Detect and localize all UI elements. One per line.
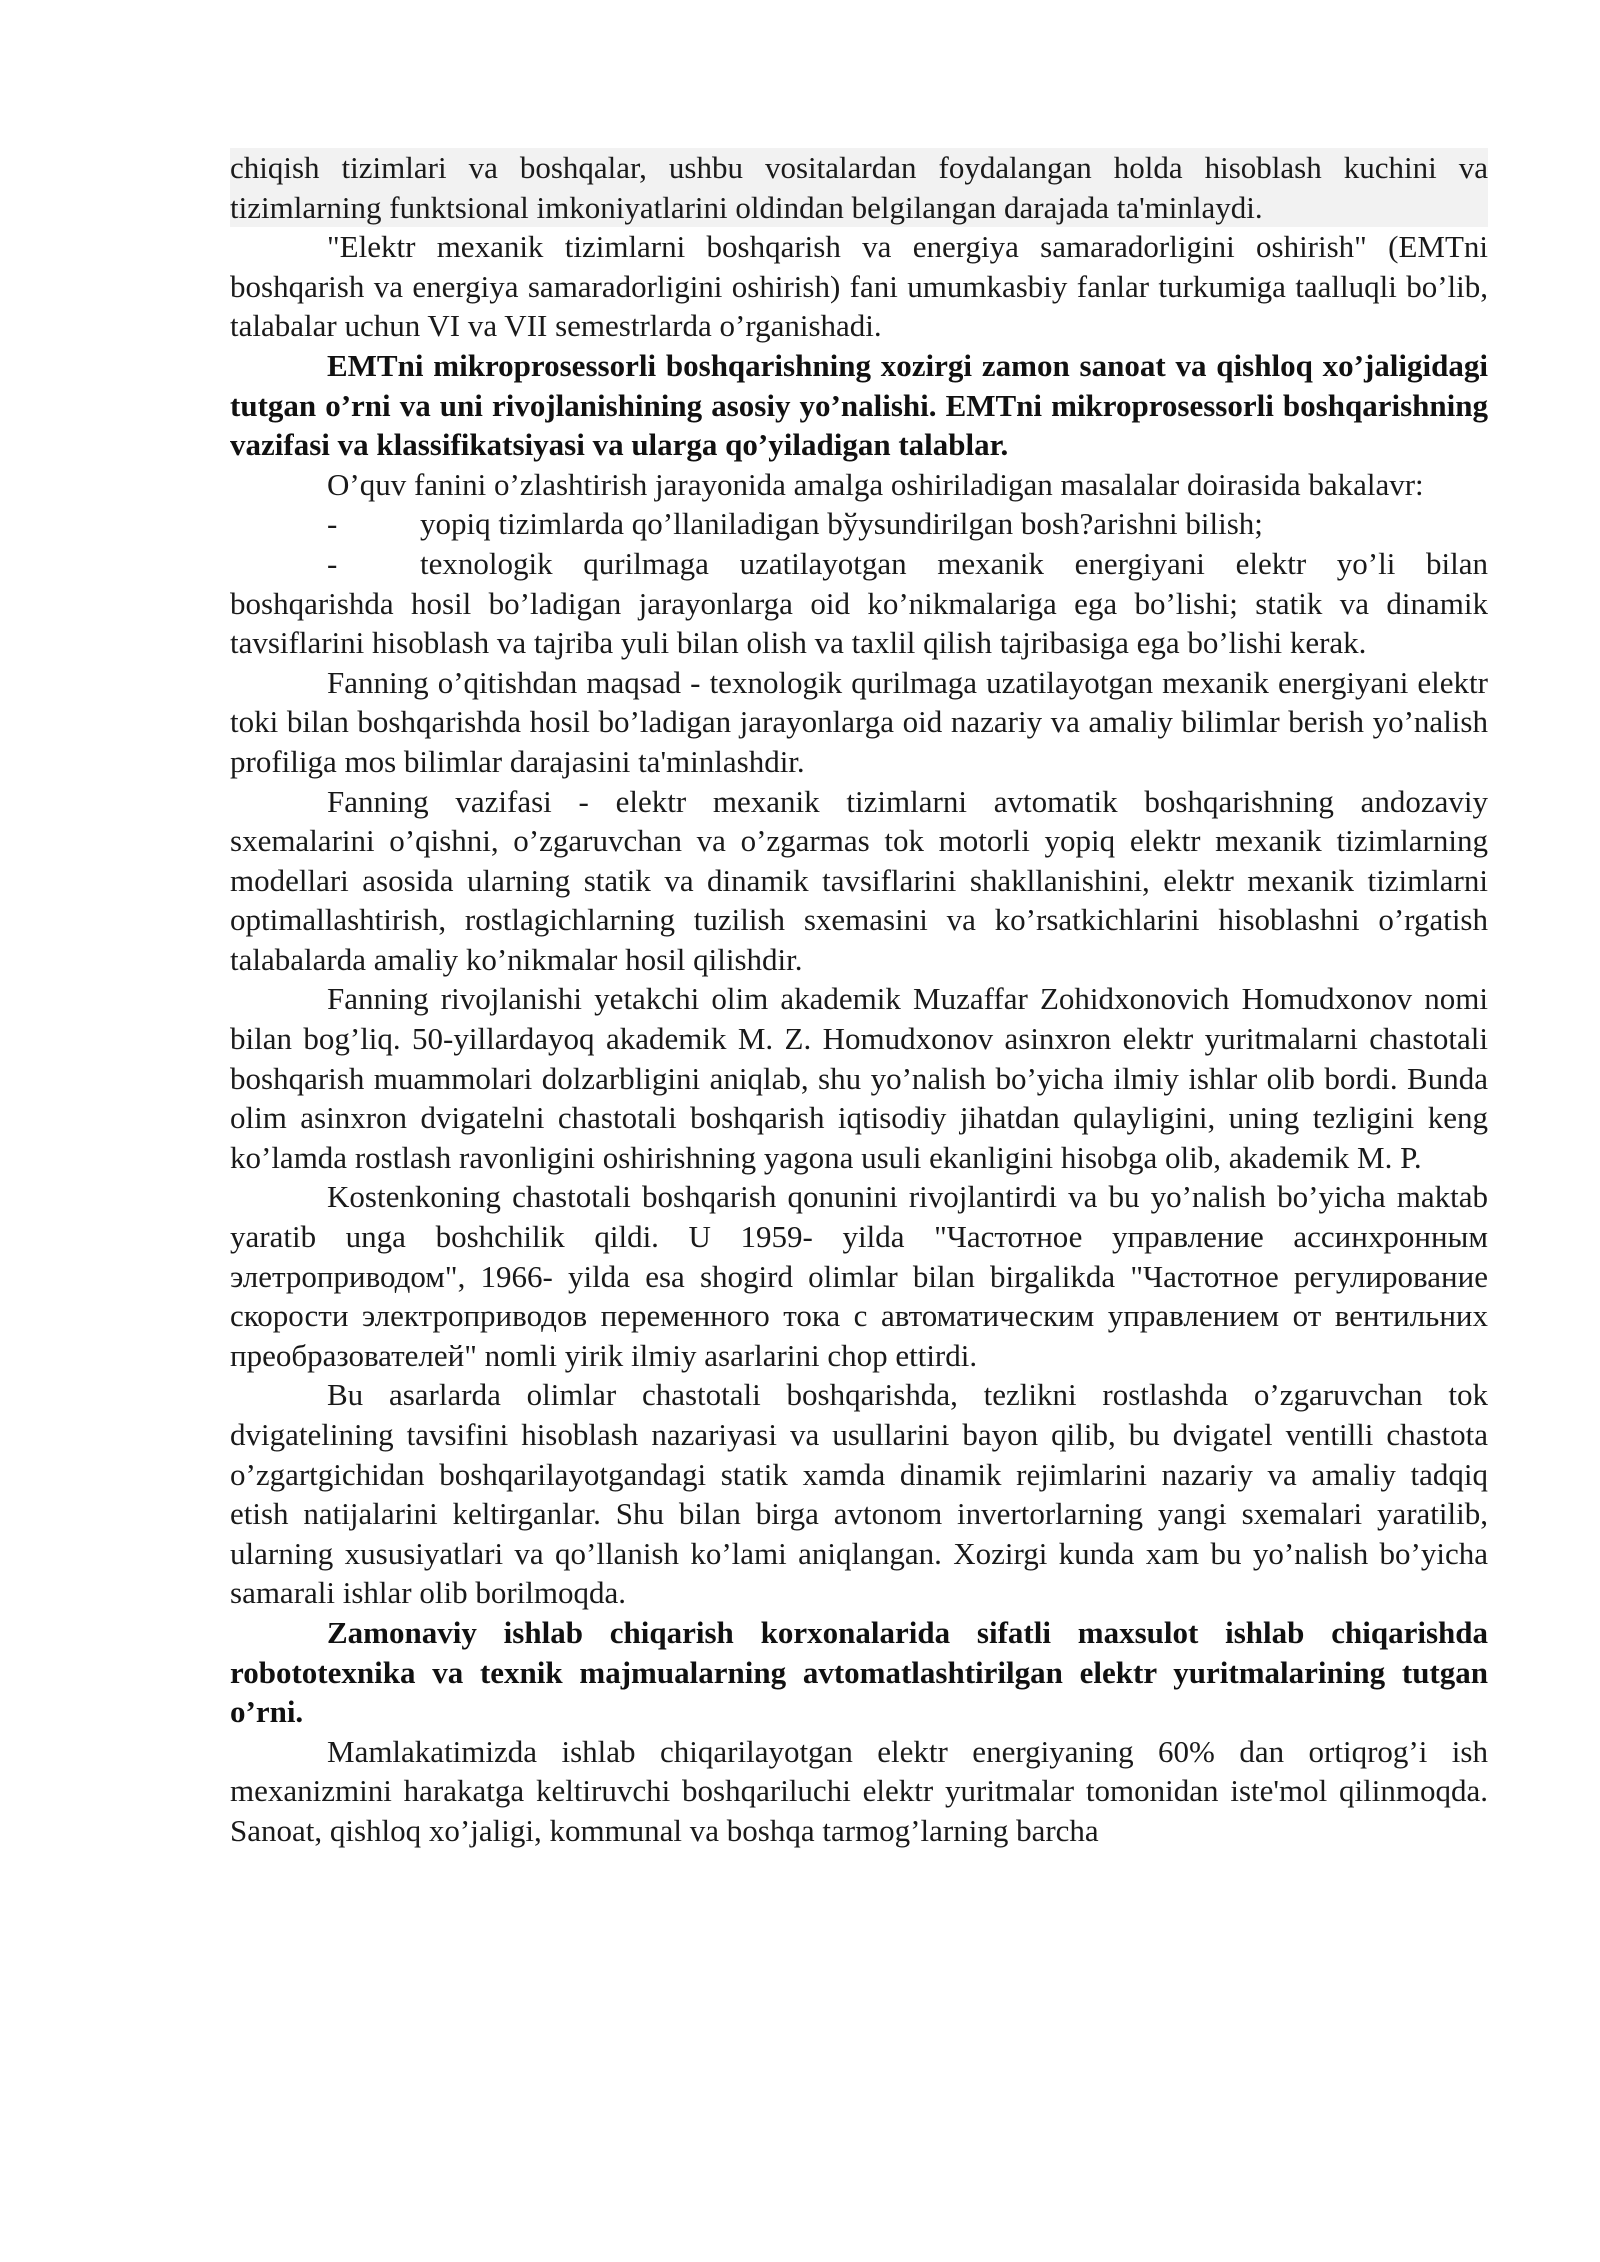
section-heading-microprocessor-control: EMTni mikroprosessorli boshqarishning xozirgi zamon sanoat va qishloq xo’jaligidagi tutgan o’rni va uni rivojlanishining asosiy yo’nalishi. EMTni mikroprosessorli boshqarishning vazifasi va klassifikatsiyasi va ularga qo’yiladigan talablar. [230, 347, 1488, 463]
section-heading-robotics: Zamonaviy ishlab chiqarish korxonalarida sifatli maxsulot ishlab chiqarishda robototexnika va texnik majmualarning avtomatlashtirilgan elektr yuritmalarining tutgan o’rni. [230, 1614, 1488, 1730]
bullet-dash: - [327, 545, 338, 581]
paragraph-course-goal: Fanning o’qitishdan maqsad - texnologik qurilmaga uzatilayotgan mexanik energiyani elektr toki bilan boshqarishda hosil bo’ladigan jarayonlarga oid nazariy va amaliy bilimlar berish yo’nalish profiliga mos bilimlar darajasini ta'minlashdir. [230, 664, 1488, 779]
paragraph-intro-continuation: chiqish tizimlari va boshqalar, ushbu vositalardan foydalangan holda hisoblash kuchini va tizimlarning funktsional imkoniyatlarini oldindan belgilangan darajada ta'minlaydi. [230, 148, 1488, 227]
bullet-text: yopiq tizimlarda qo’llaniladigan bўysundirilgan bosh?arishni bilish; [420, 506, 1263, 542]
paragraph-energy-consumption: Mamlakatimizda ishlab chiqarilayotgan elektr energiyaning 60% dan ortiqrog’i ish mexanizmini harakatga keltiruvchi boshqariluchi elektr yuritmalar tomonidan iste'mol qilinmoqda. Sanoat, qishloq xo’jaligi, kommunal va boshqa tarmog’larning barcha [230, 1733, 1488, 1848]
bullet-text: texnologik qurilmaga uzatilayotgan mexanik energiyani elektr yo’li bilan boshqarishda hosil bo’ladigan jarayonlarga oid ko’nikmalariga ega bo’lishi; statik va dinamik tavsiflarini hisoblash va tajriba yuli bilan olish va taxlil qilish tajribasiga ega bo’lishi kerak. [230, 545, 1488, 661]
paragraph-course-task: Fanning vazifasi - elektr mexanik tizimlarni avtomatik boshqarishning andozaviy sxemalarini o’qishni, o’zgaruvchan va o’zgarmas tok motorli yopiq elektr mexanik tizimlarning modellari asosida ularning statik va dinamik tavsiflarini shakllanishini, elektr mexanik tizimlarni optimallashtirish, rostlagichlarning tuzilish sxemasini va ko’rsatkichlarini hisoblashni o’rgatish talabalarda amaliy ko’nikmalar hosil qilishdir. [230, 783, 1488, 977]
bullet-dash: - [327, 506, 338, 542]
paragraph-research-results: Bu asarlarda olimlar chastotali boshqarishda, tezlikni rostlashda o’zgaruvchan tok dvigatelining tavsifini hisoblash nazariyasi va usullarini bayon qilib, bu dvigatel ventilli chastota o’zgartgichidan boshqarilayotgandagi statik xamda dinamik rejimlarini nazariy va amaliy tadqiq etish natijalarini keltirganlar. Shu bilan birga avtonom invertorlarning yangi sxemalari yaratilib, ularning xususiyatlari va qo’llanish ko’lami aniqlangan. Xozirgi kunda xam bu yo’nalish bo’yicha samarali ishlar olib borilmoqda. [230, 1377, 1488, 1611]
document-page [230, 148, 1488, 1851]
bullet-item-mechanical-energy [230, 544, 1488, 663]
bullet-item-closed-systems [230, 504, 1488, 544]
paragraph-bachelor-tasks: O’quv fanini o’zlashtirish jarayonida amalga oshiriladigan masalalar doirasida bakalavr: [327, 466, 1424, 502]
paragraph-history-homudxonov: Fanning rivojlanishi yetakchi olim akademik Muzaffar Zohidxonovich Homudxonov nomi bilan bog’liq. 50-yillardayoq akademik M. Z. Homudxonov asinxron elektr yuritmalarni chastotali boshqarish muammolari dolzarbligini aniqlab, shu yo’nalish bo’yicha ilmiy ishlar olib bordi. Bunda olim asinxron dvigatelni chastotali boshqarish iqtisodiy jihatdan qulayligini, uning tezligini keng ko’lamda rostlash ravonligini oshirishning yagona usuli ekanligini hisobga olib, akademik M. P. [230, 981, 1488, 1175]
paragraph-history-kostenko: Kostenkoning chastotali boshqarish qonunini rivojlantirdi va bu yo’nalish bo’yicha maktab yaratib unga boshchilik qildi. U 1959- yilda "Частотное управление ассинхронным элетроприводом", 1966- yilda esa shogird olimlar bilan birgalikda "Частотное регулирование скорости электроприводов переменного тока с автоматическим управлением от вентильних преобразователей" nomli yirik ilmiy asarlarini chop ettirdi. [230, 1179, 1488, 1373]
paragraph-course-description: "Elektr mexanik tizimlarni boshqarish va energiya samaradorligini oshirish" (EMTni boshqarish va energiya samaradorligini oshirish) fani umumkasbiy fanlar turkumiga taalluqli bo’lib, talabalar uchun VI va VII semestrlarda o’rganishadi. [230, 229, 1488, 344]
